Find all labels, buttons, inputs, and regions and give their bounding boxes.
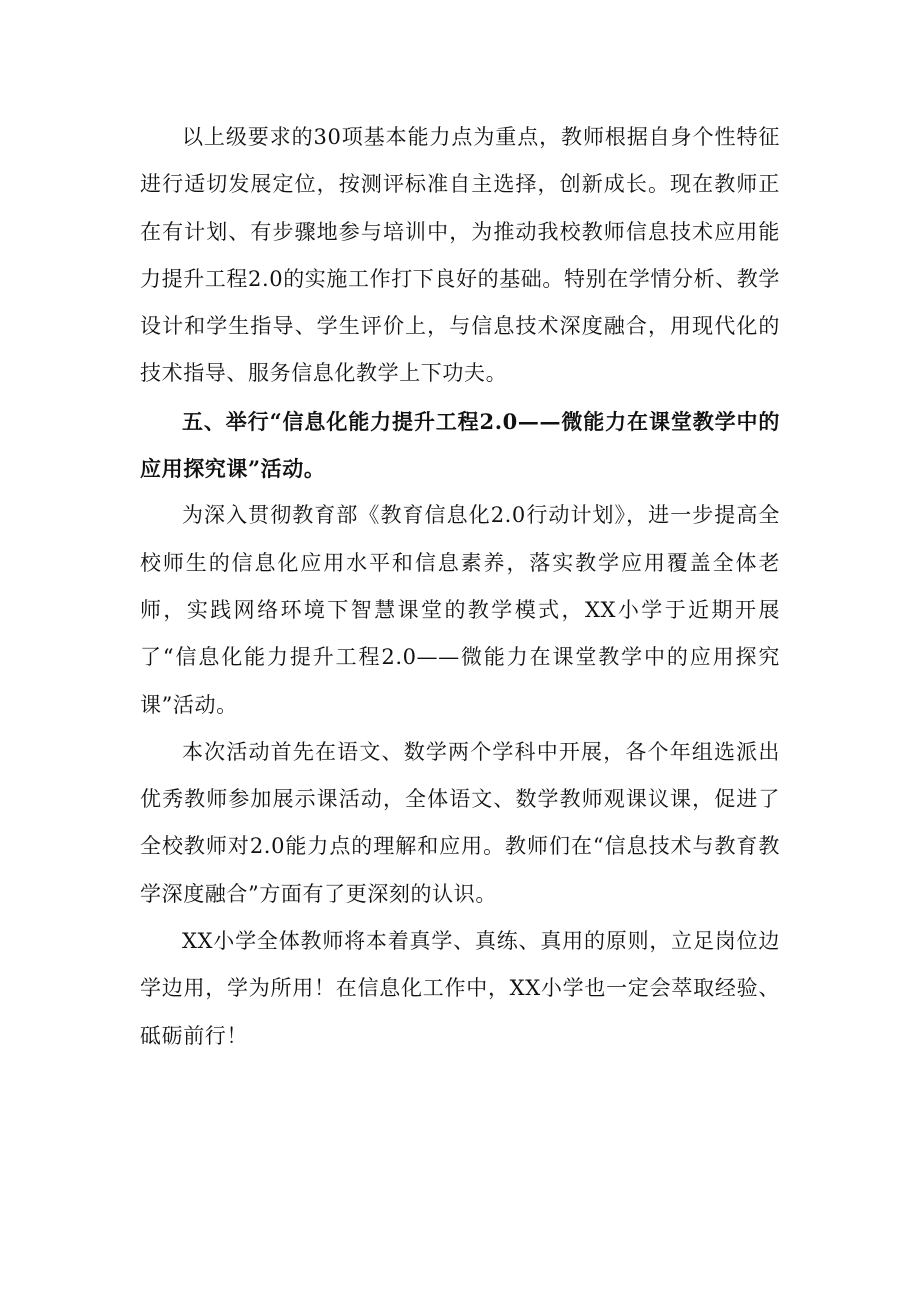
document-body (140, 114, 780, 1060)
section-heading-five: 五、举行“信息化能力提升工程2.0——微能力在课堂教学中的应用探究课”活动。 (140, 408, 780, 482)
paragraph-activity-intro: 为深入贯彻教育部《教育信息化2.0行动计划》，进一步提高全校师生的信息化应用水平和信息素养，落实教学应用覆盖全体老师，实践网络环境下智慧课堂的教学模式，XX小学于近期开展了“信息化能力提升工程2.0——微能力在课堂教学中的应用探究课”活动。 (140, 503, 780, 717)
paragraph-conclusion: XX小学全体教师将本着真学、真练、真用的原则，立足岗位边学边用，学为所用！在信息化工作中，XX小学也一定会萃取经验、砥砺前行！ (140, 929, 780, 1048)
paragraph-activity-details: 本次活动首先在语文、数学两个学科中开展，各个年组选派出优秀教师参加展示课活动，全体语文、数学教师观课议课，促进了全校教师对2.0能力点的理解和应用。教师们在“信息技术与教育教学深度融合”方面有了更深刻的认识。 (140, 739, 780, 906)
paragraph-training: 以上级要求的30项基本能力点为重点，教师根据自身个性特征进行适切发展定位，按测评标准自主选择，创新成长。现在教师正在有计划、有步骤地参与培训中，为推动我校教师信息技术应用能力提升工程2.0的实施工作打下良好的基础。特别在学情分析、教学设计和学生指导、学生评价上，与信息技术深度融合，用现代化的技术指导、服务信息化教学上下功夫。 (140, 125, 780, 386)
